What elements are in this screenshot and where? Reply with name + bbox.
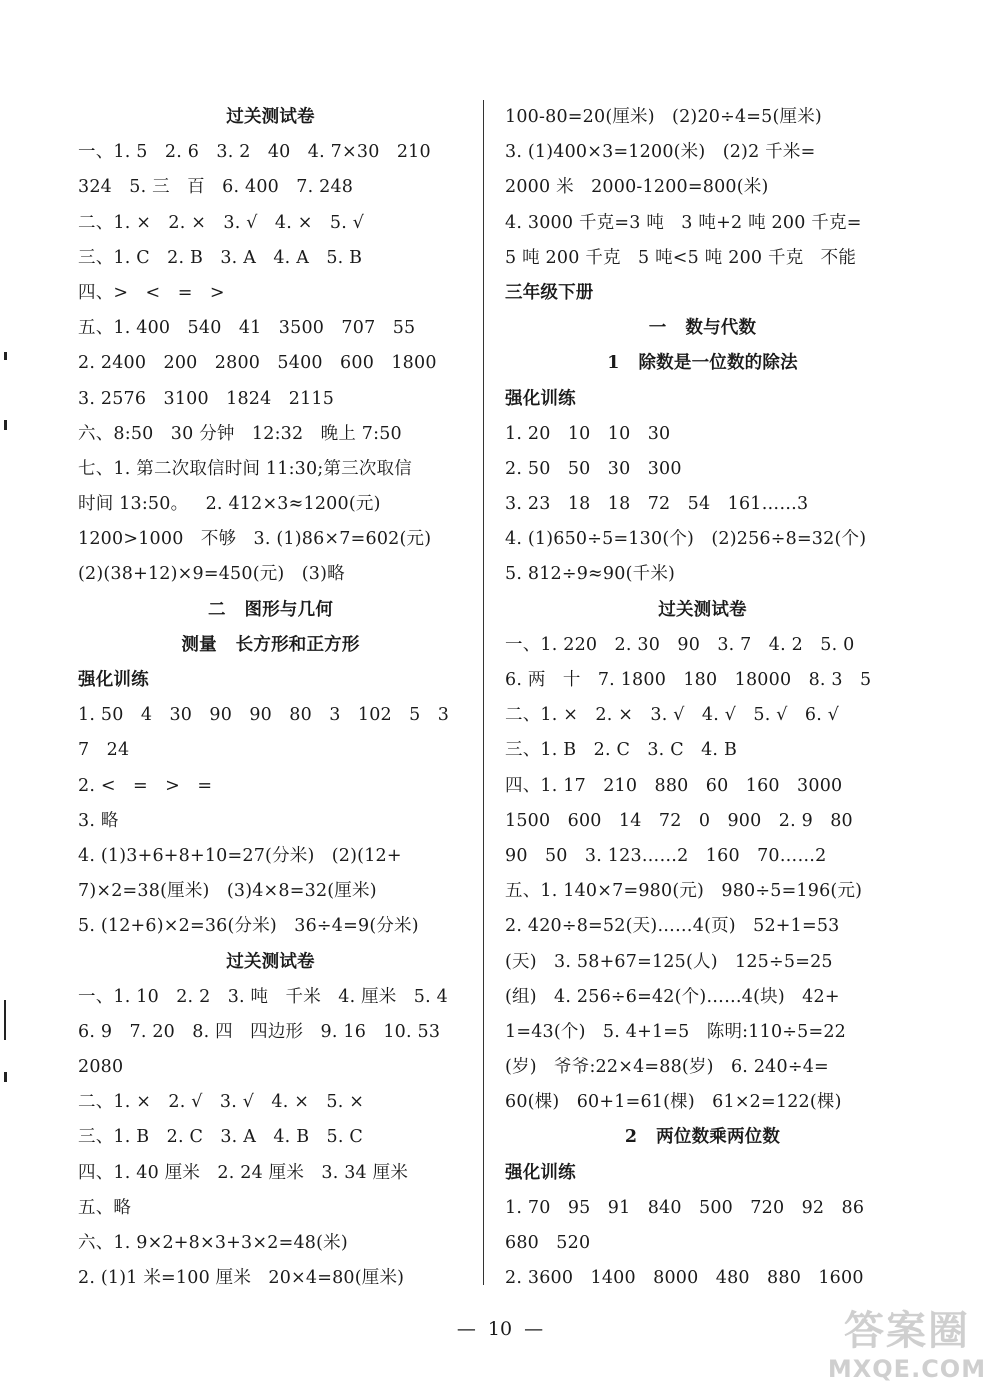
answer-line: 6. 两 十 7. 1800 180 18000 8. 3 5 xyxy=(505,670,872,690)
answer-line: (2)(38+12)×9=450(元) (3)略 xyxy=(78,564,345,585)
answer-line: 五、1. 400 540 41 3500 707 55 xyxy=(78,318,416,339)
answer-line: 七、1. 第二次取信时间 11:30;第三次取信 xyxy=(78,458,412,479)
answer-line: 2000 米 2000-1200=800(米) xyxy=(505,177,769,198)
answer-line: 二、1. × 2. × 3. √ 4. × 5. √ xyxy=(78,212,365,233)
answer-line: 四、1. 40 厘米 2. 24 厘米 3. 34 厘米 xyxy=(78,1162,409,1183)
answer-line: 680 520 xyxy=(505,1233,591,1253)
answer-line: 2. 420÷8=52(天)……4(页) 52+1=53 xyxy=(505,916,840,937)
answer-line: 一、1. 5 2. 6 3. 2 40 4. 7×30 210 xyxy=(78,142,431,163)
section-heading: 测量 长方形和正方形 xyxy=(181,634,360,655)
answer-line: 1200>1000 不够 3. (1)86×7=602(元) xyxy=(78,529,432,550)
section-heading: 1 除数是一位数的除法 xyxy=(607,353,798,374)
answer-line: 1. 70 95 91 840 500 720 92 86 xyxy=(505,1197,865,1218)
answer-line: 一、1. 220 2. 30 90 3. 7 4. 2 5. 0 xyxy=(505,634,855,655)
answer-line: 5. 812÷9≈90(千米) xyxy=(505,564,676,585)
answer-line: 六、8:50 30 分钟 12:32 晚上 7:50 xyxy=(78,423,402,444)
section-heading: 强化训练 xyxy=(78,670,149,690)
right-column xyxy=(505,100,900,1296)
answer-line: 60(棵) 60+1=61(棵) 61×2=122(棵) xyxy=(505,1092,842,1113)
answer-line: 三、1. B 2. C 3. C 4. B xyxy=(505,740,738,761)
answer-line: 2. 3600 1400 8000 480 880 1600 xyxy=(505,1268,864,1289)
section-heading: 强化训练 xyxy=(505,388,576,409)
section-heading: 过关测试卷 xyxy=(226,951,315,972)
left-column xyxy=(78,100,463,1296)
section-heading: 过关测试卷 xyxy=(658,599,747,620)
scan-edge-mark xyxy=(4,352,7,360)
answer-line: 三、1. B 2. C 3. A 4. B 5. C xyxy=(78,1127,363,1148)
answer-line: 1=43(个) 5. 4+1=5 陈明:110÷5=22 xyxy=(505,1021,847,1042)
watermark-logo xyxy=(822,1308,992,1393)
answer-line: 5 吨 200 千克 5 吨<5 吨 200 千克 不能 xyxy=(505,247,857,268)
answer-line: 六、1. 9×2+8×3+3×2=48(米) xyxy=(78,1233,348,1253)
answer-line: 1. 20 10 10 30 xyxy=(505,423,671,444)
watermark-logo-text: 答案圈 xyxy=(844,1308,970,1354)
answer-line: 3. (1)400×3=1200(米) (2)2 千米= xyxy=(505,142,816,163)
column-divider xyxy=(483,100,484,1285)
answer-line: 4. (1)3+6+8+10=27(分米) (2)(12+ xyxy=(78,845,402,866)
watermark-url-text: MXQE.COM xyxy=(827,1355,987,1383)
answer-line: 2. < = > = xyxy=(78,775,213,796)
answer-line: 三、1. C 2. B 3. A 4. A 5. B xyxy=(78,247,363,268)
section-heading: 2 两位数乘两位数 xyxy=(624,1127,781,1148)
section-heading: 三年级下册 xyxy=(505,282,594,303)
section-heading: 强化训练 xyxy=(505,1162,576,1183)
answer-line: 2. (1)1 米=100 厘米 20×4=80(厘米) xyxy=(78,1268,405,1289)
scan-edge-mark xyxy=(4,1072,7,1082)
answer-line: 3. 略 xyxy=(78,810,119,831)
section-heading: 过关测试卷 xyxy=(226,107,315,127)
answer-line: 324 5. 三 百 6. 400 7. 248 xyxy=(78,177,354,198)
answer-line: 3. 2576 3100 1824 2115 xyxy=(78,388,335,409)
answer-line: 4. 3000 千克=3 吨 3 吨+2 吨 200 千克= xyxy=(505,212,862,233)
answer-line: 四、> < = > xyxy=(78,282,225,303)
answer-line: 1. 50 4 30 90 90 80 3 102 5 3 xyxy=(78,705,450,726)
answer-line: 100-80=20(厘米) (2)20÷4=5(厘米) xyxy=(505,107,822,127)
answer-line: 五、1. 140×7=980(元) 980÷5=196(元) xyxy=(505,881,863,902)
answer-line: 6. 9 7. 20 8. 四 四边形 9. 16 10. 53 xyxy=(78,1021,441,1042)
answer-line: 二、1. × 2. × 3. √ 4. √ 5. √ 6. √ xyxy=(505,705,840,726)
answer-line: 5. (12+6)×2=36(分米) 36÷4=9(分米) xyxy=(78,916,419,937)
answer-line: 7 24 xyxy=(78,740,130,761)
answer-line: 二、1. × 2. √ 3. √ 4. × 5. × xyxy=(78,1092,365,1113)
answer-line: (岁) 爷爷:22×4=88(岁) 6. 240÷4= xyxy=(505,1057,829,1078)
answer-line: 五、略 xyxy=(78,1197,132,1218)
answer-line: 3. 23 18 18 72 54 161……3 xyxy=(505,494,809,515)
answer-line: 4. (1)650÷5=130(个) (2)256÷8=32(个) xyxy=(505,529,867,550)
answer-line: 时间 13:50。 2. 412×3≈1200(元) xyxy=(78,494,381,515)
answer-line: 90 50 3. 123……2 160 70……2 xyxy=(505,845,827,866)
section-heading: 二 图形与几何 xyxy=(207,599,334,620)
page-number: — 10 — xyxy=(456,1318,544,1340)
section-heading: 一 数与代数 xyxy=(648,318,757,339)
answer-line: 四、1. 17 210 880 60 160 3000 xyxy=(505,775,843,796)
scan-edge-mark xyxy=(4,1000,6,1040)
answer-line: 一、1. 10 2. 2 3. 吨 千米 4. 厘米 5. 4 xyxy=(78,986,448,1007)
answer-line: 2. 2400 200 2800 5400 600 1800 xyxy=(78,353,437,374)
scan-edge-mark xyxy=(4,420,7,430)
answer-line: 2080 xyxy=(78,1057,124,1078)
answer-line: 1500 600 14 72 0 900 2. 9 80 xyxy=(505,810,853,831)
answer-line: (天) 3. 58+67=125(人) 125÷5=25 xyxy=(505,951,833,972)
answer-line: 2. 50 50 30 300 xyxy=(505,458,682,479)
answer-line: 7)×2=38(厘米) (3)4×8=32(厘米) xyxy=(78,881,377,902)
answer-line: (组) 4. 256÷6=42(个)……4(块) 42+ xyxy=(505,986,840,1007)
